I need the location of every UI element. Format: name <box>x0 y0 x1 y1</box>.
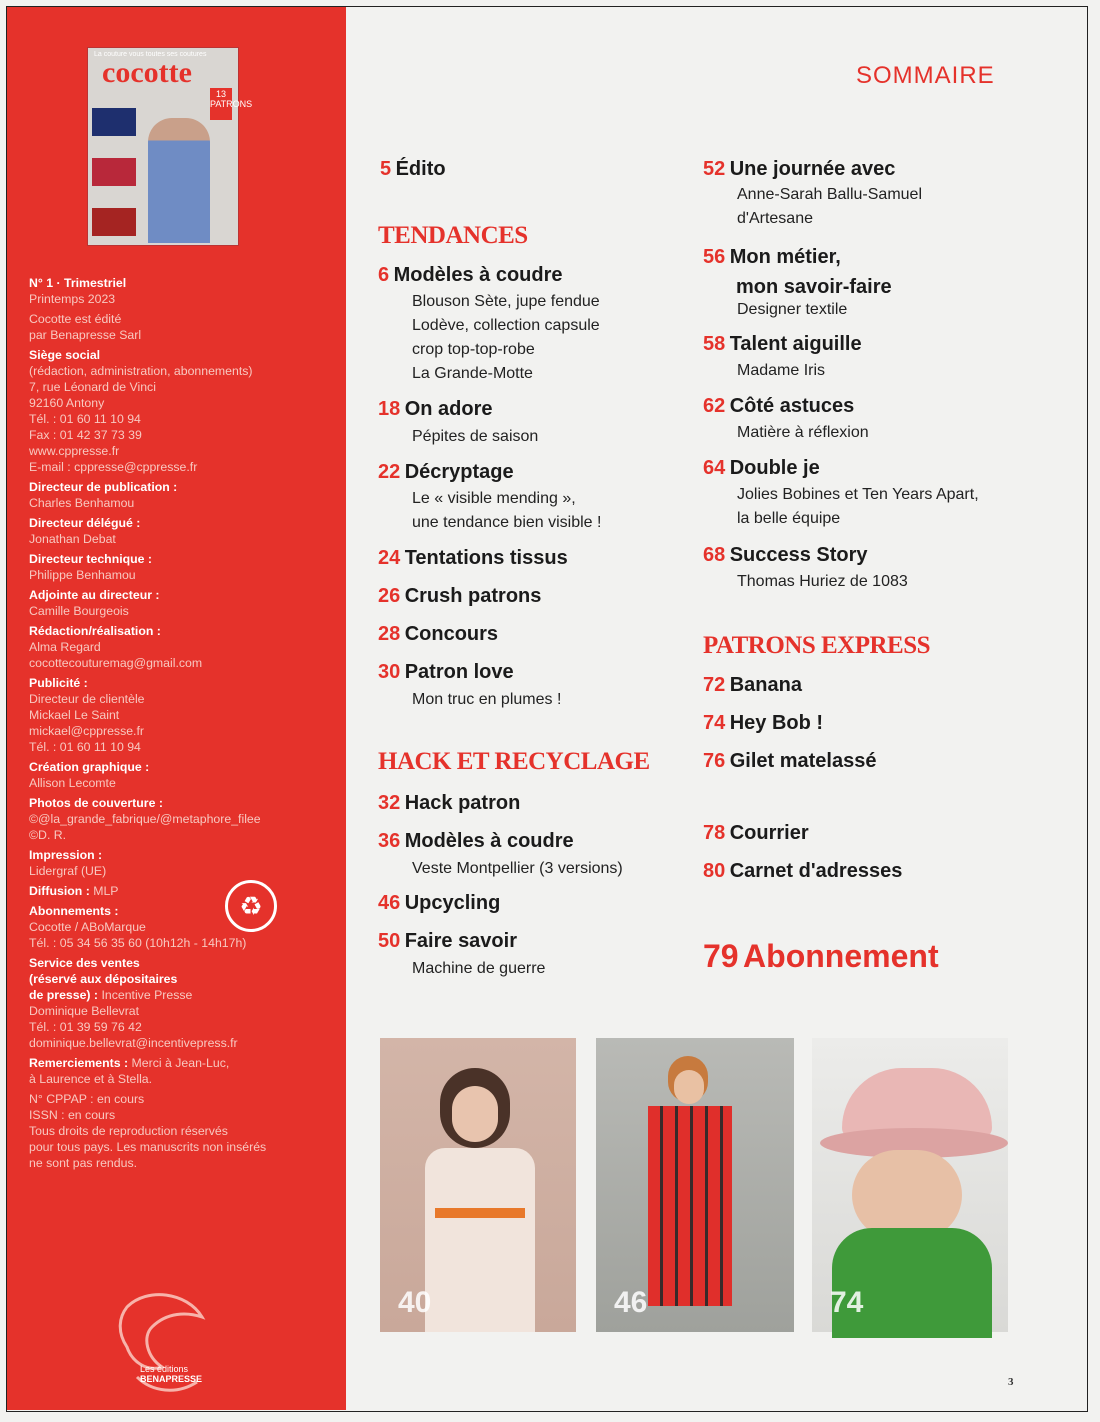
credit-value: Cocotte / ABoMarque <box>29 920 146 934</box>
subtitle-line: d'Artesane <box>737 210 813 227</box>
entry-title: Édito <box>395 158 446 180</box>
credit-value: Fax : 01 42 37 73 39 <box>29 428 142 442</box>
credit-label: (réservé aux dépositaires <box>29 972 178 986</box>
cover-logo: cocotte <box>102 56 192 89</box>
credit-label: Directeur technique : <box>29 552 152 566</box>
credit-value: 7, rue Léonard de Vinci <box>29 380 156 394</box>
photo-bucket-hat[interactable] <box>812 1038 1008 1332</box>
section-heading-tendances: TENDANCES <box>378 222 528 249</box>
entry-title: On adore <box>404 398 493 420</box>
entry-title: Abonnement <box>743 938 939 974</box>
entry-title: Carnet d'adresses <box>729 860 903 882</box>
publisher-line: BENAPRESSE <box>140 1374 203 1384</box>
toc-entry[interactable] <box>703 158 895 181</box>
photo-dress[interactable] <box>596 1038 794 1332</box>
masthead-sidebar <box>7 7 346 1410</box>
credit-value: Jonathan Debat <box>29 532 116 546</box>
credit-label: Rédaction/réalisation : <box>29 624 161 638</box>
recycling-icon: ♻ <box>225 880 277 932</box>
page-num: 62 <box>703 395 726 417</box>
cover-swatch <box>92 108 136 136</box>
credit-value: Tél. : 05 34 56 35 60 (10h12h - 14h17h) <box>29 936 247 950</box>
credit-label: Impression : <box>29 848 103 862</box>
page-num: 78 <box>703 822 726 844</box>
credit-value: MLP <box>93 884 119 898</box>
subtitle-line: Anne-Sarah Ballu-Samuel <box>737 186 922 203</box>
photo-blouse[interactable] <box>380 1038 576 1332</box>
cover-badge: 13 PATRONS <box>210 88 232 120</box>
credit-label: Directeur délégué : <box>29 516 141 530</box>
section-heading-patrons: PATRONS EXPRESS <box>703 632 931 659</box>
credit-value: Merci à Jean-Luc, <box>131 1056 230 1070</box>
credit-value: mickael@cppresse.fr <box>29 724 144 738</box>
entry-subtitle: Madame Iris <box>737 362 826 379</box>
page-num: 79 <box>703 938 739 974</box>
page-num: 56 <box>703 246 726 268</box>
toc-entry-edito[interactable] <box>380 158 446 181</box>
toc-entry[interactable] <box>378 585 541 608</box>
credit-value: Camille Bourgeois <box>29 604 129 618</box>
credit-value: (rédaction, administration, abonnements) <box>29 364 253 378</box>
entry-subtitle: Pépites de saison <box>412 428 539 445</box>
entry-subtitle: Machine de guerre <box>412 960 546 977</box>
page-num: 50 <box>378 930 401 952</box>
subtitle-line: Blouson Sète, jupe fendue <box>412 293 600 310</box>
toc-entry[interactable] <box>703 457 820 480</box>
cover-swatch <box>92 208 136 236</box>
photo-page-label: 40 <box>398 1286 432 1319</box>
subtitle-line: Lodève, collection capsule <box>412 317 600 334</box>
subtitle-line: une tendance bien visible ! <box>412 514 602 531</box>
publisher-label <box>140 1364 202 1384</box>
page-num: 26 <box>378 585 401 607</box>
credit-value: ©D. R. <box>29 828 67 842</box>
photo-page-label: 74 <box>830 1286 864 1319</box>
entry-title: Mon métier, <box>729 246 841 268</box>
toc-entry[interactable] <box>703 333 862 356</box>
entry-title: Tentations tissus <box>404 547 568 569</box>
credit-label: Publicité : <box>29 676 88 690</box>
subtitle-line: Jolies Bobines et Ten Years Apart, <box>737 486 979 503</box>
toc-entry[interactable] <box>378 792 520 815</box>
page-num: 64 <box>703 457 726 479</box>
entry-title: Une journée avec <box>729 158 896 180</box>
credit-label: Adjointe au directeur : <box>29 588 160 602</box>
credit-value: ISSN : en cours <box>29 1108 116 1122</box>
page-num: 28 <box>378 623 401 645</box>
entry-subtitle: Mon truc en plumes ! <box>412 691 562 708</box>
page-num: 22 <box>378 461 401 483</box>
entry-subtitle <box>737 483 979 531</box>
subtitle-line: Le « visible mending », <box>412 490 576 507</box>
toc-entry[interactable] <box>703 860 902 883</box>
toc-entry[interactable] <box>378 623 498 646</box>
entry-title: Concours <box>404 623 499 645</box>
credit-value: www.cppresse.fr <box>29 444 120 458</box>
cover-swatch <box>92 158 136 186</box>
entry-title: Hack patron <box>404 792 521 814</box>
page-num: 32 <box>378 792 401 814</box>
entry-title: Talent aiguille <box>729 333 862 355</box>
credit-label: Directeur de publication : <box>29 480 178 494</box>
credit-label: Création graphique : <box>29 760 150 774</box>
editor-line: par Benapresse Sarl <box>29 328 142 342</box>
credit-value: pour tous pays. Les manuscrits non insérés <box>29 1140 267 1154</box>
entry-subtitle <box>412 290 600 386</box>
toc-entry[interactable] <box>703 243 892 303</box>
toc-entry[interactable] <box>703 750 876 773</box>
entry-title: Double je <box>729 457 820 479</box>
entry-subtitle: Veste Montpellier (3 versions) <box>412 860 623 877</box>
entry-title: Côté astuces <box>729 395 855 417</box>
entry-title: Success Story <box>729 544 868 566</box>
season: Printemps 2023 <box>29 292 116 306</box>
entry-title: Hey Bob ! <box>729 712 824 734</box>
entry-subtitle <box>737 183 922 231</box>
toc-entry[interactable] <box>378 264 563 287</box>
credit-value: Philippe Benhamou <box>29 568 136 582</box>
page-num: 52 <box>703 158 726 180</box>
credit-label: de presse) : <box>29 988 99 1002</box>
entry-subtitle: Designer textile <box>737 301 848 318</box>
credit-value: 92160 Antony <box>29 396 105 410</box>
entry-title: Modèles à coudre <box>393 264 563 286</box>
credit-value: Tél. : 01 39 59 76 42 <box>29 1020 142 1034</box>
credit-value: Charles Benhamou <box>29 496 135 510</box>
credit-value: Incentive Presse <box>101 988 193 1002</box>
entry-subtitle: Thomas Huriez de 1083 <box>737 573 908 590</box>
credit-value: Tél. : 01 60 11 10 94 <box>29 412 141 426</box>
credit-label: Photos de couverture : <box>29 796 163 810</box>
entry-title: Faire savoir <box>404 930 517 952</box>
page-num: 5 <box>380 158 392 180</box>
credit-value: à Laurence et à Stella. <box>29 1072 153 1086</box>
page-num: 58 <box>703 333 726 355</box>
page-title: SOMMAIRE <box>856 62 995 89</box>
page-num: 68 <box>703 544 726 566</box>
toc-entry[interactable] <box>378 547 568 570</box>
toc-entry[interactable] <box>378 661 514 684</box>
credit-value: Tél. : 01 60 11 10 94 <box>29 740 141 754</box>
editor-line: Cocotte est édité <box>29 312 122 326</box>
credit-value: Allison Lecomte <box>29 776 116 790</box>
page-number: 3 <box>1008 1376 1014 1388</box>
issue-label: N° 1 · Trimestriel <box>29 276 127 290</box>
publisher-lion-logo-icon <box>107 1287 217 1402</box>
page-num: 24 <box>378 547 401 569</box>
cover-model-image <box>148 118 210 243</box>
credit-value: Lidergraf (UE) <box>29 864 107 878</box>
magazine-cover-thumbnail <box>87 47 253 246</box>
entry-title: mon savoir-faire <box>736 276 892 298</box>
entry-title: Banana <box>729 674 802 696</box>
page-num: 72 <box>703 674 726 696</box>
page-num: 74 <box>703 712 726 734</box>
toc-entry-abonnement[interactable] <box>703 938 939 975</box>
credit-label: Service des ventes <box>29 956 140 970</box>
credit-value: ne sont pas rendus. <box>29 1156 138 1170</box>
credit-label: Siège social <box>29 348 101 362</box>
toc-entry[interactable] <box>703 822 809 845</box>
masthead-credits <box>29 275 329 1171</box>
toc-entry[interactable] <box>378 830 574 853</box>
entry-title: Décryptage <box>404 461 514 483</box>
publisher-line: Les éditions <box>140 1364 189 1374</box>
page-num: 18 <box>378 398 401 420</box>
toc-entry[interactable] <box>703 712 823 735</box>
credit-value: Alma Regard <box>29 640 101 654</box>
credit-value: Mickael Le Saint <box>29 708 120 722</box>
toc-entry[interactable] <box>703 544 868 567</box>
toc-entry[interactable] <box>378 930 517 953</box>
credit-value: Directeur de clientèle <box>29 692 145 706</box>
credit-label: Remerciements : <box>29 1056 129 1070</box>
toc-entry[interactable] <box>703 395 854 418</box>
entry-title: Courrier <box>729 822 809 844</box>
credit-value: Tous droits de reproduction réservés <box>29 1124 228 1138</box>
page-num: 6 <box>378 264 390 286</box>
page-num: 76 <box>703 750 726 772</box>
credit-value: N° CPPAP : en cours <box>29 1092 145 1106</box>
credit-label: Diffusion : <box>29 884 90 898</box>
credit-value: dominique.bellevrat@incentivepress.fr <box>29 1036 238 1050</box>
photo-page-label: 46 <box>614 1286 648 1319</box>
credit-value: Dominique Bellevrat <box>29 1004 140 1018</box>
credit-label: Abonnements : <box>29 904 119 918</box>
toc-entry[interactable] <box>703 674 802 697</box>
subtitle-line: crop top-top-robe <box>412 341 535 358</box>
credit-value: cocottecouturemag@gmail.com <box>29 656 203 670</box>
credit-value: ©@la_grande_fabrique/@metaphore_filee <box>29 812 261 826</box>
entry-title: Crush patrons <box>404 585 542 607</box>
cover-tagline: La couture vous toutes ses coutures <box>94 51 207 58</box>
toc-entry[interactable] <box>378 461 514 484</box>
entry-title: Upcycling <box>404 892 501 914</box>
entry-title: Gilet matelassé <box>729 750 877 772</box>
section-heading-hack: HACK ET RECYCLAGE <box>378 748 650 775</box>
toc-entry[interactable] <box>378 892 500 915</box>
subtitle-line: La Grande-Motte <box>412 365 533 382</box>
page-num: 46 <box>378 892 401 914</box>
toc-entry[interactable] <box>378 398 493 421</box>
page-num: 36 <box>378 830 401 852</box>
subtitle-line: la belle équipe <box>737 510 841 527</box>
page-num: 80 <box>703 860 726 882</box>
entry-subtitle: Matière à réflexion <box>737 424 869 441</box>
entry-title: Modèles à coudre <box>404 830 574 852</box>
entry-title: Patron love <box>404 661 514 683</box>
credit-value: E-mail : cppresse@cppresse.fr <box>29 460 198 474</box>
entry-subtitle <box>412 487 601 535</box>
page-num: 30 <box>378 661 401 683</box>
